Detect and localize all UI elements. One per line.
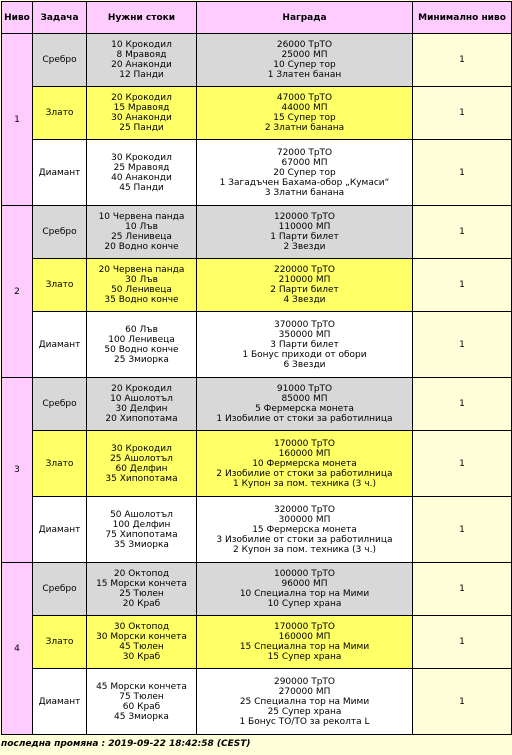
reward-line: 96000 МП [281,579,328,589]
goods-line: 30 Крокодил [111,152,172,163]
reward-line: 210000 МП [278,275,331,285]
reward [197,87,413,140]
reward-line: 2 Парти билет [270,285,339,295]
goods-line: 45 Змиорка [114,711,169,722]
reward [197,616,413,669]
reward-line: 47000 ТрТО [276,93,333,103]
reward-line: 91000 ТрТО [276,384,333,394]
event-tasks-table [1,1,512,735]
goods-line: 8 Мравояд [116,50,167,60]
required-goods [87,312,197,378]
task-name: Сребро [33,563,87,616]
goods-line: 50 Водно конче [104,344,179,355]
goods-line: 25 Ленивеца [111,232,172,242]
min-level: 1 [413,669,512,735]
reward-line: 25 Супер храна [267,706,342,717]
goods-line: 20 Анаконди [111,60,172,70]
min-level: 1 [413,34,512,87]
goods-line: 45 Морски кончета [96,681,187,692]
table-row [2,497,512,563]
header-reward: Награда [197,2,413,34]
reward [197,497,413,563]
table-row [2,87,512,140]
goods-line: 30 Лъв [125,275,158,285]
reward [197,206,413,259]
goods-line: 10 Червена панда [98,212,185,222]
goods-line: 75 Тюлен [119,691,164,702]
task-name: Сребро [33,34,87,87]
goods-line: 30 Делфин [115,404,168,414]
min-level: 1 [413,431,512,497]
goods-line: 75 Хипопотама [105,529,178,540]
reward-line: 3 Парти билет [270,339,339,350]
table-row [2,259,512,312]
reward-line: 170000 ТрТО [273,438,335,449]
task-name: Диамант [33,669,87,735]
reward-line: 15 Супер храна [267,652,342,662]
header-goods: Нужни стоки [87,2,197,34]
goods-line: 20 Крокодил [111,384,172,394]
goods-line: 45 Тюлен [119,642,164,652]
reward-line: 2 Купон за пом. техника (3 ч.) [233,544,376,555]
min-level: 1 [413,206,512,259]
min-level: 1 [413,378,512,431]
reward-line: 10 Фермерска монета [252,458,357,469]
goods-line: 30 Морски кончета [96,632,187,642]
reward-line: 1 Бонус приходи от обори [242,349,367,360]
goods-line: 35 Водно конче [104,295,179,305]
reward-line: 220000 ТрТО [273,265,335,275]
reward-line: 1 Купон за пом. техника (3 ч.) [233,478,376,489]
reward-line: 15 Фермерска монета [252,524,357,535]
goods-line: 20 Краб [122,599,161,609]
reward-line: 44000 МП [281,103,328,113]
goods-line: 15 Морски кончета [96,579,187,589]
table-row [2,206,512,259]
goods-line: 45 Панди [119,182,164,193]
task-name: Злато [33,616,87,669]
reward-line: 1 Бонус ТО/ТО за реколта L [239,716,370,727]
reward-line: 100000 ТрТО [273,569,335,579]
required-goods [87,259,197,312]
level-cell: 4 [2,563,33,735]
reward-line: 2 Звезди [283,242,326,252]
goods-line: 25 Панди [119,123,164,133]
reward-line: 2 Златни банана [264,123,345,133]
task-name: Злато [33,431,87,497]
header-task: Задача [33,2,87,34]
reward [197,563,413,616]
header-min-level: Минимално ниво [413,2,512,34]
goods-line: 60 Лъв [125,324,158,335]
required-goods [87,206,197,259]
min-level: 1 [413,87,512,140]
goods-line: 25 Ашолотъл [110,453,173,464]
table-row [2,140,512,206]
min-level: 1 [413,140,512,206]
reward-line: 26000 ТрТО [276,40,333,50]
task-name: Диамант [33,312,87,378]
reward-line: 350000 МП [278,329,331,340]
reward-line: 4 Звезди [283,295,326,305]
task-name: Злато [33,87,87,140]
required-goods [87,140,197,206]
reward-line: 20 Супер тор [273,167,336,178]
header-row [2,2,512,34]
required-goods [87,669,197,735]
goods-line: 50 Ленивеца [111,285,172,295]
reward [197,259,413,312]
reward-line: 6 Звезди [283,359,326,370]
goods-line: 60 Краб [122,701,161,712]
reward-line: 5 Фермерска монета [255,404,354,414]
table-row [2,378,512,431]
reward-line: 1 Изобилие от стоки за работилница [216,414,393,424]
min-level: 1 [413,259,512,312]
goods-line: 20 Крокодил [111,93,172,103]
task-name: Сребро [33,378,87,431]
reward-line: 10 Специална тор на Мими [239,589,370,599]
reward-line: 10 Супер храна [267,599,342,609]
goods-line: 30 Октопод [113,622,170,632]
goods-line: 20 Октопод [113,569,170,579]
table-row [2,616,512,669]
reward-line: 25000 МП [281,50,328,60]
reward-line: 290000 ТрТО [273,676,335,687]
header-level: Ниво [2,2,33,34]
goods-line: 100 Ленивеца [108,334,175,345]
reward-line: 320000 ТрТО [273,504,335,515]
reward-line: 120000 ТрТО [273,212,335,222]
reward [197,431,413,497]
reward-line: 170000 ТрТО [273,622,335,632]
reward-line: 15 Супер тор [273,113,336,123]
reward-line: 85000 МП [281,394,328,404]
task-name: Злато [33,259,87,312]
table-row [2,431,512,497]
goods-line: 25 Тюлен [119,589,164,599]
goods-line: 30 Крокодил [111,443,172,454]
required-goods [87,431,197,497]
required-goods [87,616,197,669]
reward-line: 67000 МП [281,157,328,168]
level-cell: 1 [2,34,33,206]
reward-line: 72000 ТрТО [276,147,333,158]
min-level: 1 [413,312,512,378]
reward-line: 110000 МП [278,222,331,232]
reward-line: 2 Изобилие от стоки за работилница [216,468,393,479]
goods-line: 25 Мравояд [113,162,170,173]
reward-line: 1 Парти билет [270,232,339,242]
goods-line: 30 Краб [122,652,161,662]
required-goods [87,87,197,140]
reward-line: 160000 МП [278,448,331,459]
reward [197,34,413,87]
goods-line: 60 Делфин [115,463,168,474]
required-goods [87,34,197,87]
required-goods [87,378,197,431]
reward [197,378,413,431]
goods-line: 35 Змиорка [114,539,169,550]
goods-line: 10 Лъв [125,222,158,232]
goods-line: 30 Анаконди [111,113,172,123]
table-body [2,34,512,735]
reward-line: 300000 МП [278,514,331,525]
goods-line: 20 Червена панда [98,265,185,275]
reward-line: 15 Специална тор на Мими [239,642,370,652]
reward [197,140,413,206]
reward [197,669,413,735]
min-level: 1 [413,497,512,563]
goods-line: 12 Панди [119,70,164,80]
goods-line: 15 Мравояд [113,103,170,113]
reward-line: 1 Загадъчен Бахама-обор „Кумаси“ [219,177,390,188]
goods-line: 25 Змиорка [114,354,169,365]
table-row [2,312,512,378]
task-name: Диамант [33,140,87,206]
goods-line: 40 Анаконди [111,172,172,183]
reward-line: 3 Златни банана [264,187,345,198]
min-level: 1 [413,616,512,669]
reward-line: 270000 МП [278,686,331,697]
min-level: 1 [413,563,512,616]
goods-line: 50 Ашолотъл [110,509,173,520]
last-modified: последна промяна : 2019-09-22 18:42:58 (CEST) [1,739,251,749]
level-cell: 2 [2,206,33,378]
required-goods [87,563,197,616]
required-goods [87,497,197,563]
reward-line: 3 Изобилие от стоки за работилница [216,534,393,545]
reward-line: 1 Златен банан [267,70,342,80]
goods-line: 20 Водно конче [104,242,179,252]
task-name: Сребро [33,206,87,259]
reward [197,312,413,378]
goods-line: 20 Хипопотама [105,414,178,424]
reward-line: 160000 МП [278,632,331,642]
reward-line: 370000 ТрТО [273,319,335,330]
table-row [2,563,512,616]
task-name: Диамант [33,497,87,563]
reward-line: 10 Супер тор [273,60,336,70]
goods-line: 10 Крокодил [111,40,172,50]
level-cell: 3 [2,378,33,563]
goods-line: 10 Ашолотъл [110,394,173,404]
table-row [2,34,512,87]
goods-line: 100 Делфин [112,519,171,530]
goods-line: 35 Хипопотама [105,473,178,484]
table-row [2,669,512,735]
reward-line: 25 Специална тор на Мими [239,696,370,707]
